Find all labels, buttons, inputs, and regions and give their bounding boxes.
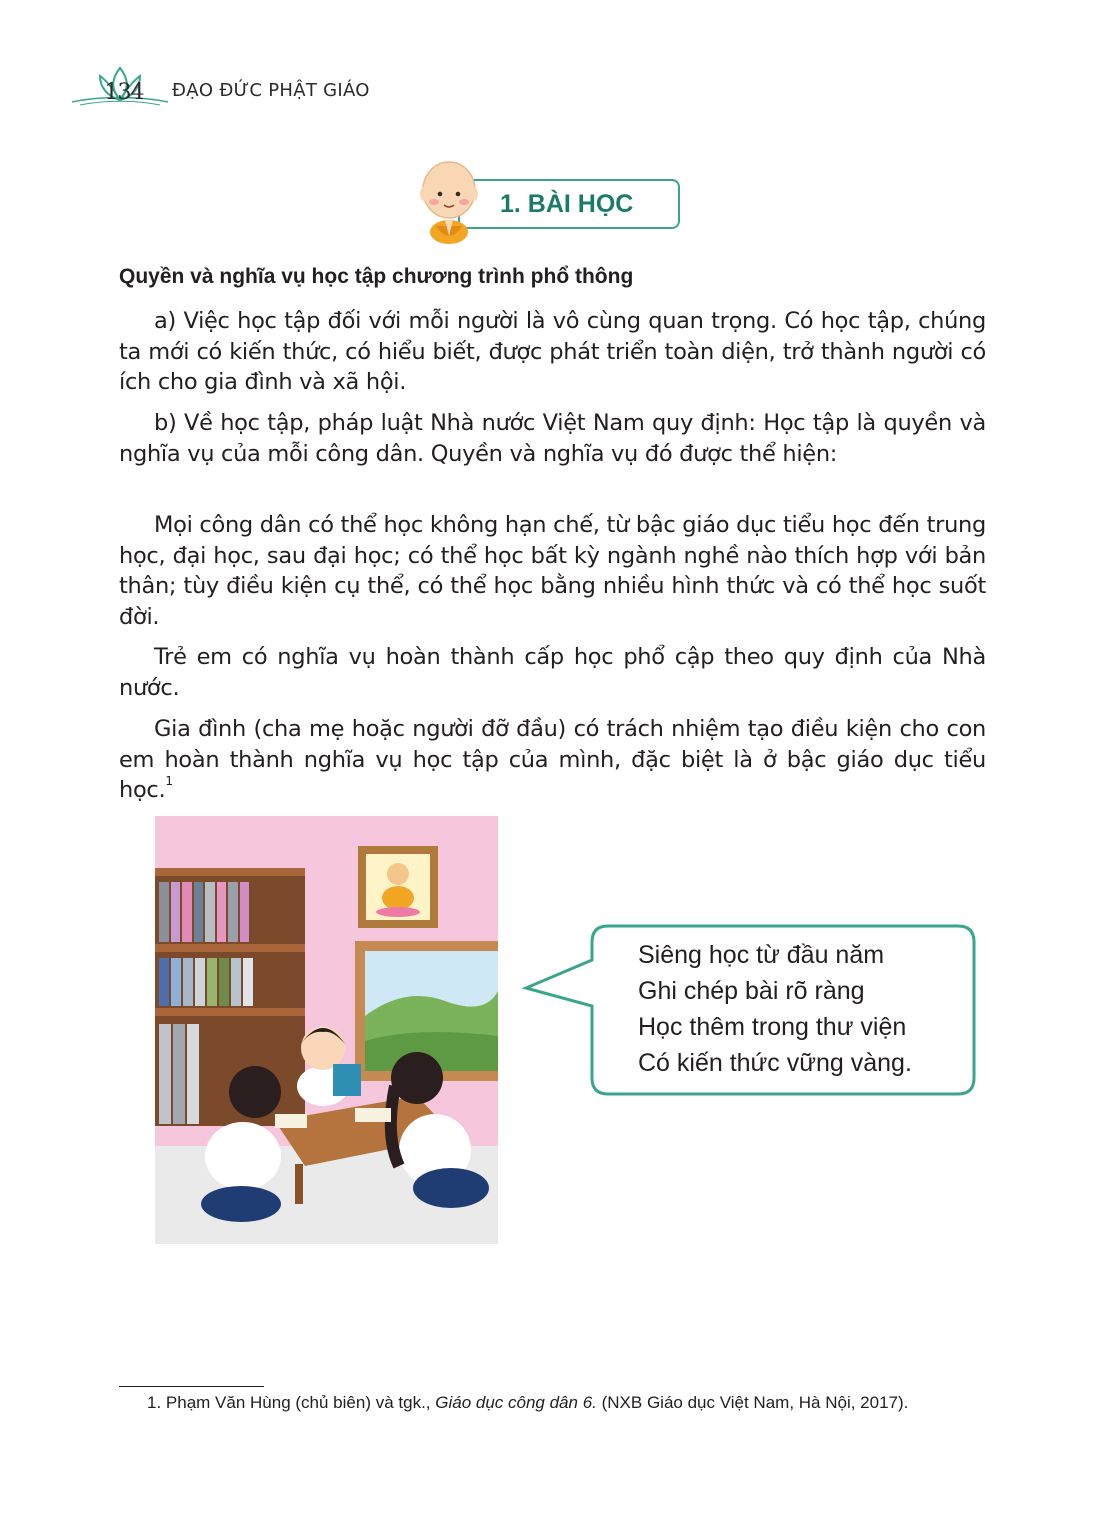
bubble-verse	[638, 937, 912, 1081]
page-number: 134	[104, 80, 144, 105]
paragraph-family-duty	[119, 714, 986, 806]
footnote	[119, 1392, 989, 1414]
footnote-publisher: (NXB Giáo dục Việt Nam, Hà Nội, 2017).	[601, 1393, 909, 1412]
paragraph-children-duty: Trẻ em có nghĩa vụ hoàn thành cấp học phổ cập theo quy định của Nhà nước.	[119, 644, 986, 701]
paragraph-rights: Mọi công dân có thể học không hạn chế, từ bậc giáo dục tiểu học đến trung học, đại học, sau đại học; có thể học bất kỳ ngành nghề nào thích hợp với bản thân; tùy điều kiện cụ thể, có thể học bằng nhiều hình thức và có thể học suốt đời.	[119, 512, 986, 630]
verse-line: Siêng học từ đầu năm	[638, 941, 885, 969]
monk-mascot-icon	[418, 154, 480, 246]
footnote-divider	[119, 1386, 264, 1387]
section-title: 1. BÀI HỌC	[500, 190, 634, 218]
verse-line: Có kiến thức vững vàng.	[638, 1049, 912, 1077]
footnote-author: Phạm Văn Hùng (chủ biên) và tgk.,	[165, 1393, 431, 1412]
paragraph-b: b) Về học tập, pháp luật Nhà nước Việt Nam quy định: Học tập là quyền và nghĩa vụ của mỗi công dân. Quyền và nghĩa vụ đó được thể hiện:	[119, 410, 986, 467]
footnote-book-title: Giáo dục công dân 6.	[435, 1393, 597, 1412]
buddha-frame	[358, 846, 438, 928]
paragraph-family-duty-text: Gia đình (cha mẹ hoặc người đỡ đầu) có trách nhiệm tạo điều kiện cho con em hoàn thành nghĩa vụ học tập của mình, đặc biệt là ở bậc giáo dục tiểu học.	[119, 716, 986, 803]
paragraph-a: a) Việc học tập đối với mỗi người là vô cùng quan trọng. Có học tập, chúng ta mới có kiến thức, có hiểu biết, được phát triển toàn diện, trở thành người có ích cho gia đình và xã hội.	[119, 308, 986, 395]
running-title: ĐẠO ĐỨC PHẬT GIÁO	[172, 80, 370, 101]
footnote-marker: 1	[165, 774, 173, 788]
lesson-heading: Quyền và nghĩa vụ học tập chương trình phổ thông	[119, 265, 634, 288]
study-room-illustration	[155, 816, 498, 1244]
verse-line: Học thêm trong thư viện	[638, 1013, 907, 1041]
verse-line: Ghi chép bài rõ ràng	[638, 977, 865, 1005]
footnote-number: 1.	[147, 1393, 162, 1412]
